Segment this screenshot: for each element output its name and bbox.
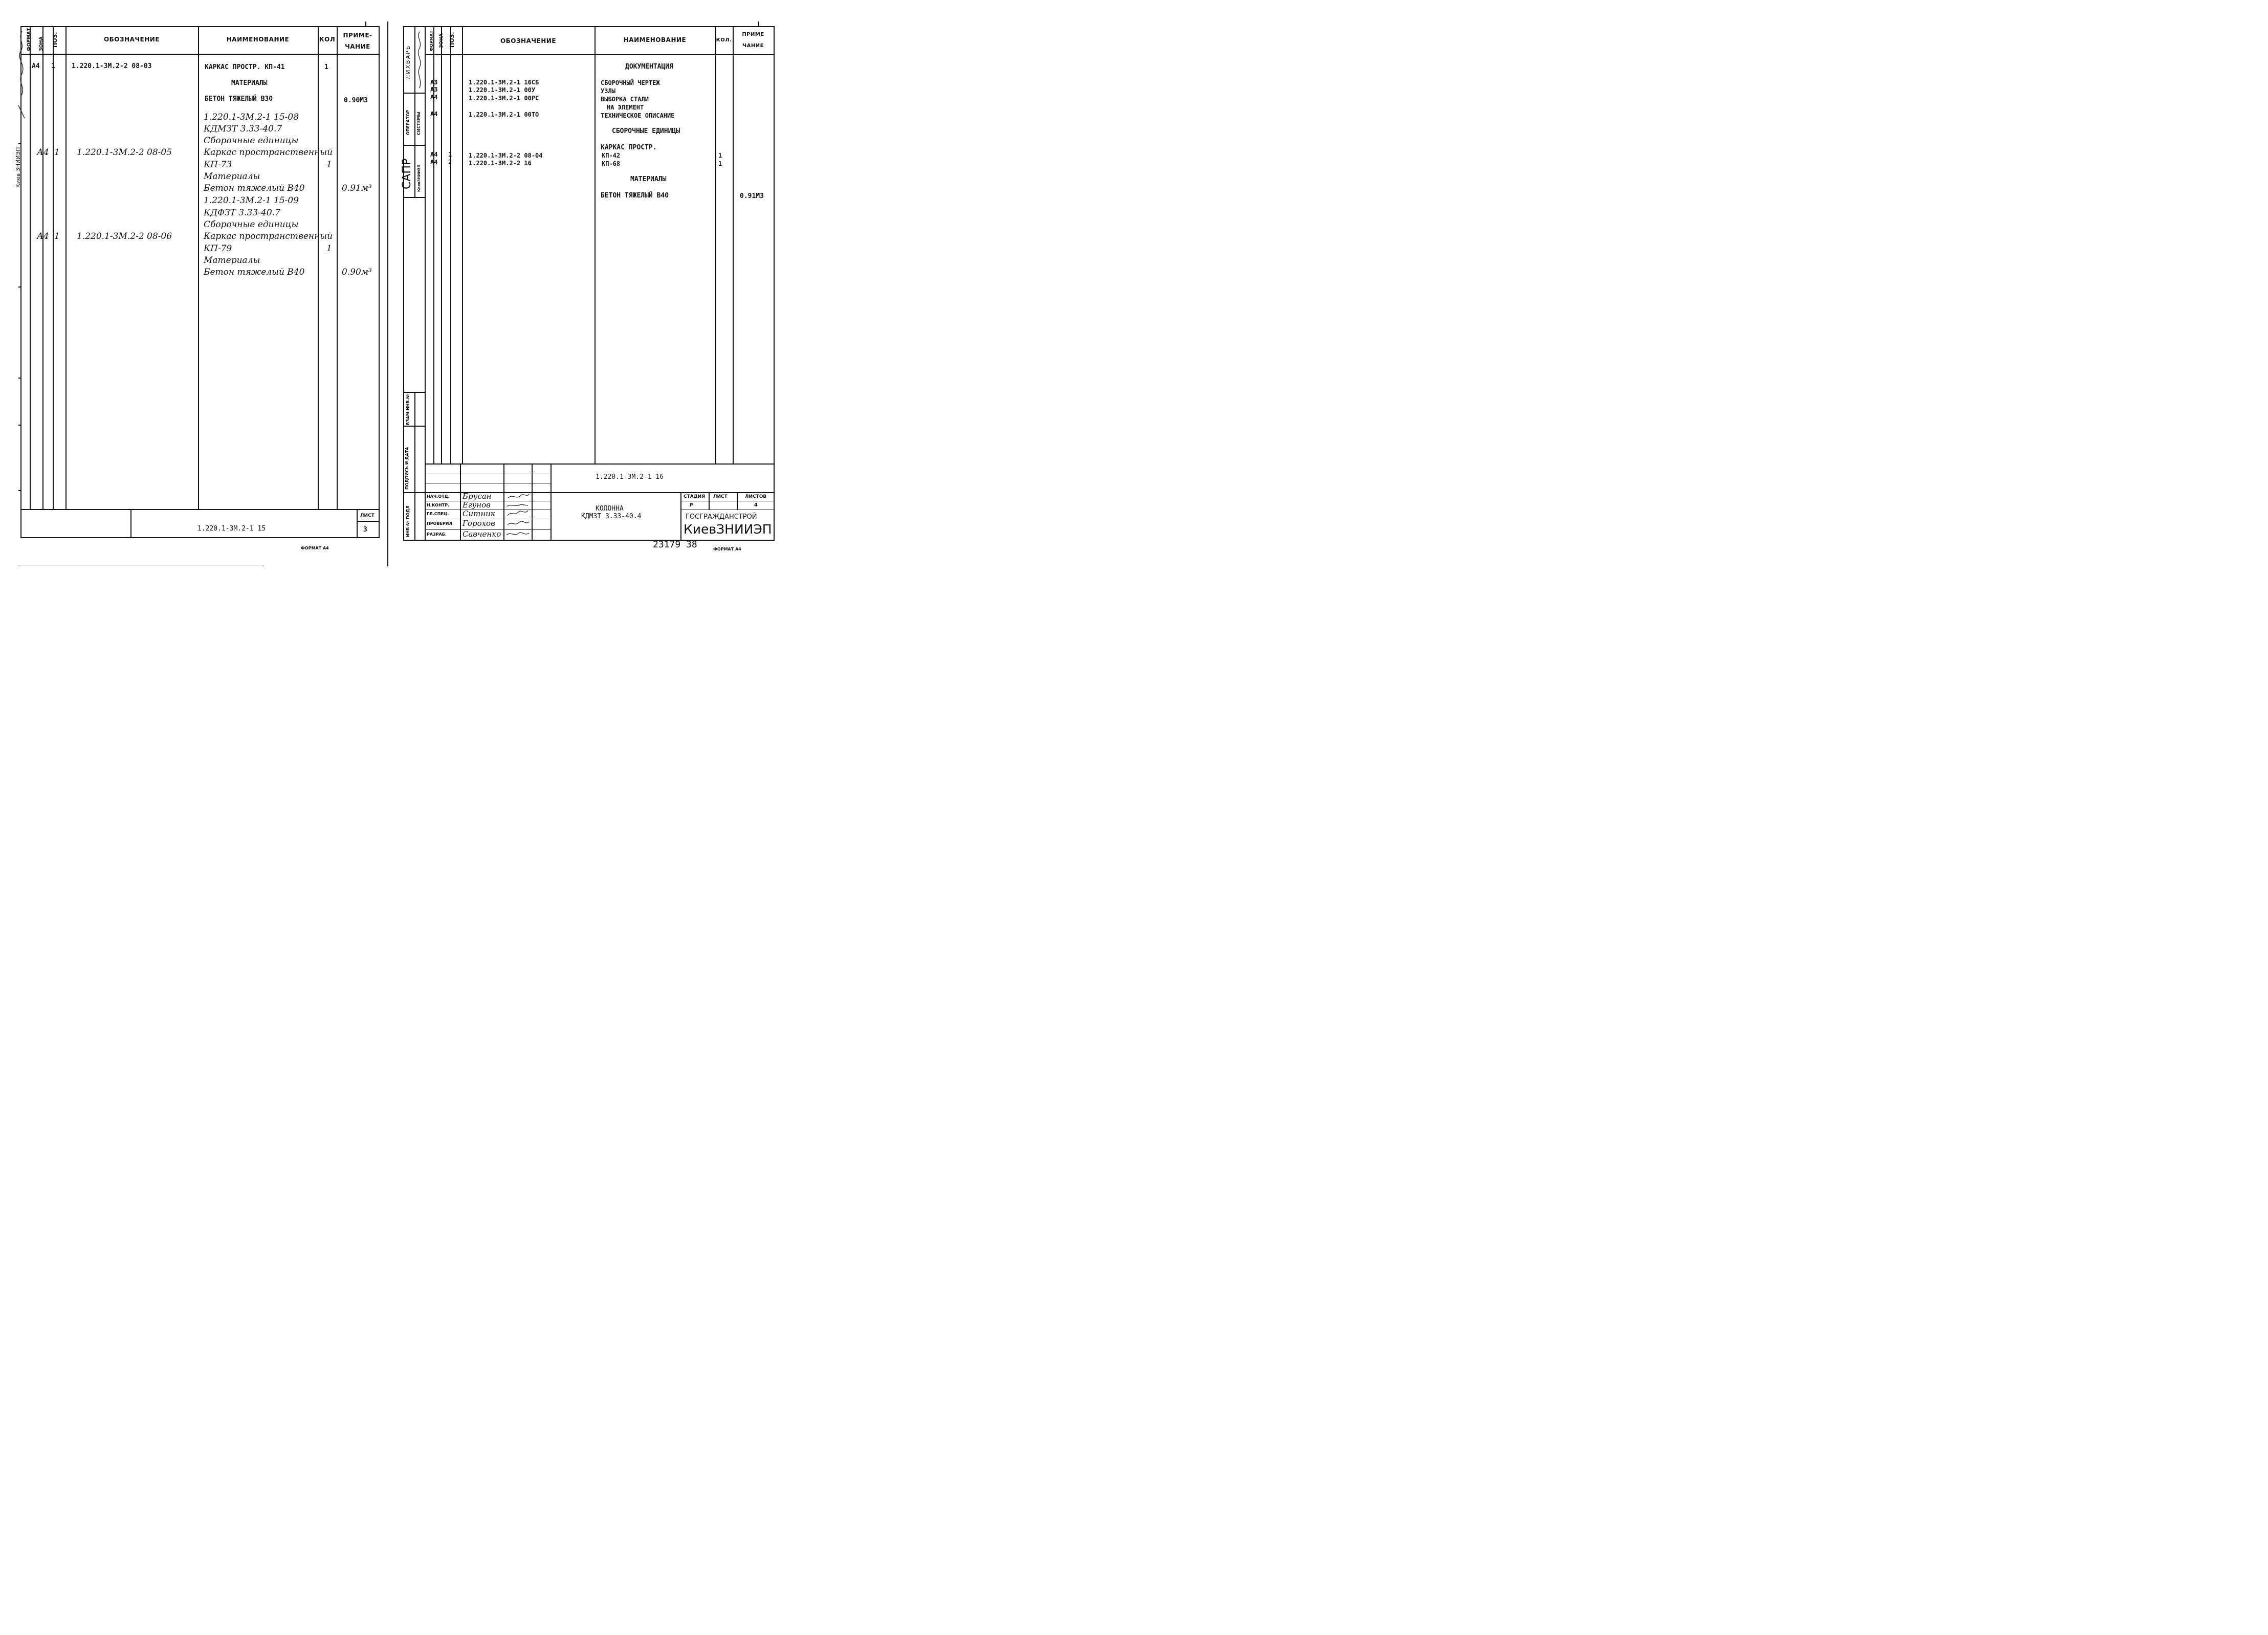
unit2-designation: 1.220.1-3М.2-2 16 [469, 160, 532, 167]
row4-name-3: Сборочные единицы [204, 219, 299, 230]
bottom-number: 23179 38 [653, 539, 697, 550]
unit2-qty: 1 [718, 160, 722, 167]
header-note-2: ЧАНИЕ [345, 43, 370, 50]
unit1-format: А4 [430, 151, 438, 158]
r-header-designation: ОБОЗНАЧЕНИЕ [500, 37, 557, 45]
side-top-signature [415, 29, 424, 91]
row2-name-1: 1.220.1-3М.2-1 15-08 [204, 112, 299, 122]
row1-designation: 1.220.1-3М.2-2 08-03 [72, 62, 152, 70]
stamp-name-5: Савченко [463, 529, 501, 539]
row1-name-1: КАРКАС ПРОСТР. КП-41 [205, 63, 285, 71]
side-signature [15, 29, 29, 121]
stamp-title-1: КОЛОННА [596, 505, 624, 513]
stamp-sheets-label: ЛИСТОВ [745, 494, 767, 499]
row5-name-4: Бетон тяжелый В40 [204, 267, 305, 277]
section-assembly-units: СБОРОЧНЫЕ ЕДИНИЦЫ [612, 127, 680, 135]
header-note-1: ПРИМЕ- [343, 32, 372, 39]
material-name: БЕТОН ТЯЖЕЛЫЙ В40 [601, 192, 669, 200]
row4-name-2: КДФЗТ 3.33-40.7 [204, 208, 280, 218]
row5-name-1: Каркас пространственный [204, 231, 333, 241]
row3-note: 0.91м³ [342, 183, 372, 193]
side-top-name: ЛИХВАРЬ [405, 45, 411, 79]
unit2-format: А4 [430, 159, 438, 166]
units-title: КАРКАС ПРОСТР. [601, 144, 657, 151]
row5-note: 0.90м³ [342, 267, 372, 277]
section-materials: МАТЕРИАЛЫ [630, 175, 667, 183]
stamp-sheet-label: ЛИСТ [713, 494, 728, 499]
doc2-name: УЗЛЫ [601, 87, 615, 95]
stamp-signatures [504, 492, 531, 539]
right-format-label: ФОРМАТ А4 [713, 547, 741, 551]
row2-name-3: Сборочные единицы [204, 136, 299, 146]
side-podpis: ПОДПИСЬ И ДАТА [405, 447, 409, 490]
unit1-qty: 1 [718, 152, 722, 159]
r-header-qty: КОЛ. [716, 37, 732, 43]
unit2-pos: 2 [448, 159, 452, 166]
side-sapr: САПР [401, 158, 413, 189]
side-sapr-sub: КиевЗНИИЭП [417, 164, 421, 192]
stamp-name-4: Горохов [463, 519, 495, 528]
r-header-pos: ПОЗ. [449, 32, 455, 48]
unit2-name: КП-68 [602, 160, 621, 167]
unit1-name: КП-42 [602, 152, 621, 159]
row5-name-3: Материалы [204, 255, 260, 266]
section-documentation: ДОКУМЕНТАЦИЯ [625, 63, 673, 71]
row3-format: А4 [37, 147, 49, 158]
stamp-org-1: ГОСГРАЖДАНСТРОЙ [686, 513, 757, 521]
row3-name-4: Бетон тяжелый В40 [204, 183, 305, 193]
side-vzam: ВЗАМ.ИНВ.№ [406, 393, 410, 425]
r-header-note-1: ПРИМЕ [742, 32, 764, 37]
left-format-label: ФОРМАТ А4 [301, 546, 329, 550]
r-header-format: ФОРМАТ [429, 30, 434, 51]
stamp-stage: Р [690, 503, 693, 508]
stamp-role-3: ГЛ.СПЕЦ. [427, 512, 449, 516]
row5-name-2: КП-79 [204, 244, 232, 254]
row1-format: А4 [32, 62, 40, 70]
row3-qty: 1 [326, 160, 332, 170]
doc5-designation: 1.220.1-3М.2-1 00ТО [469, 111, 539, 118]
row5-pos: 1 [54, 231, 60, 241]
row3-designation: 1.220.1-3М.2-2 08-05 [77, 147, 172, 158]
stamp-role-1: НАЧ.ОТД. [427, 494, 450, 499]
doc2-format: А3 [430, 86, 438, 93]
row5-designation: 1.220.1-3М.2-2 08-06 [77, 231, 172, 241]
doc5-format: А4 [430, 111, 438, 118]
stamp-name-3: Ситник [463, 509, 495, 518]
row1-name-3: БЕТОН ТЯЖЕЛЫЙ В30 [205, 95, 273, 103]
doc1-designation: 1.220.1-3М.2-1 16СБ [469, 79, 539, 86]
material-note: 0.91М3 [740, 192, 764, 200]
header-qty: КОЛ [319, 36, 336, 43]
r-header-zone: ЗОНА [439, 33, 444, 48]
r-header-name: НАИМЕНОВАНИЕ [623, 36, 687, 43]
stamp-role-4: ПРОВЕРИЛ [427, 521, 453, 526]
side-inv: ИНВ № ПОДЛ [406, 505, 410, 537]
stamp-name-2: Егунов [463, 500, 491, 510]
row1-note: 0.90М3 [344, 97, 368, 104]
row3-pos: 1 [54, 147, 60, 158]
header-zone: ЗОНА [39, 36, 44, 51]
r-header-note-2: ЧАНИЕ [742, 43, 764, 49]
header-format: ФОРМАТ [27, 28, 32, 51]
left-footer-code: 1.220.1-3М.2-1 15 [197, 525, 266, 533]
stamp-stage-label: СТАДИЯ [684, 494, 706, 499]
header-designation: ОБОЗНАЧЕНИЕ [103, 36, 160, 43]
side-system: СИСТЕМЫ [416, 112, 421, 135]
header-pos: ПОЗ. [52, 32, 58, 48]
doc4-name: НА ЭЛЕМЕНТ [607, 104, 644, 111]
doc1-name: СБОРОЧНЫЙ ЧЕРТЕЖ [601, 79, 660, 86]
stamp-sheets: 4 [754, 502, 758, 508]
side-label: Киев ЗНИИЭП [15, 147, 21, 188]
unit1-pos: 1 [448, 151, 452, 158]
center-fold [387, 21, 388, 566]
doc2-designation: 1.220.1-3М.2-1 00У [469, 86, 536, 94]
left-sheet-label: ЛИСТ [360, 513, 375, 518]
stamp-org-2: КиевЗНИИЭП [684, 522, 772, 537]
header-name: НАИМЕНОВАНИЕ [226, 36, 290, 43]
doc1-format: А3 [430, 79, 438, 86]
row5-qty: 1 [326, 244, 332, 254]
row1-name-2: МАТЕРИАЛЫ [231, 79, 268, 87]
stamp-role-2: Н.КОНТР. [427, 503, 450, 507]
stamp-title-2: КДМЗТ 3.33-40.4 [581, 513, 642, 520]
row3-name-3: Материалы [204, 171, 260, 182]
doc3-format: А4 [430, 94, 438, 101]
row1-pos: 1 [51, 62, 55, 70]
doc5-name: ТЕХНИЧЕСКОЕ ОПИСАНИЕ [601, 112, 675, 119]
left-sheet-number: 3 [363, 526, 367, 534]
stamp-role-5: РАЗРАБ. [427, 532, 447, 537]
row3-name-1: Каркас пространственный [204, 147, 333, 158]
doc3-designation: 1.220.1-3М.2-1 00РС [469, 95, 539, 102]
stamp-code: 1.220.1-3М.2-1 16 [596, 473, 664, 481]
row2-name-2: КДМЗТ 3.33-40.7 [204, 124, 282, 134]
doc3-name: ВЫБОРКА СТАЛИ [601, 96, 649, 103]
side-operator: ОПЕРАТОР [406, 109, 410, 135]
row4-name-1: 1.220.1-3М.2-1 15-09 [204, 195, 299, 206]
stamp-name-1: Брусан [463, 492, 492, 501]
row3-name-2: КП-73 [204, 160, 232, 170]
row1-qty: 1 [324, 63, 328, 71]
row5-format: А4 [37, 231, 49, 241]
unit1-designation: 1.220.1-3М.2-2 08-04 [469, 152, 543, 159]
